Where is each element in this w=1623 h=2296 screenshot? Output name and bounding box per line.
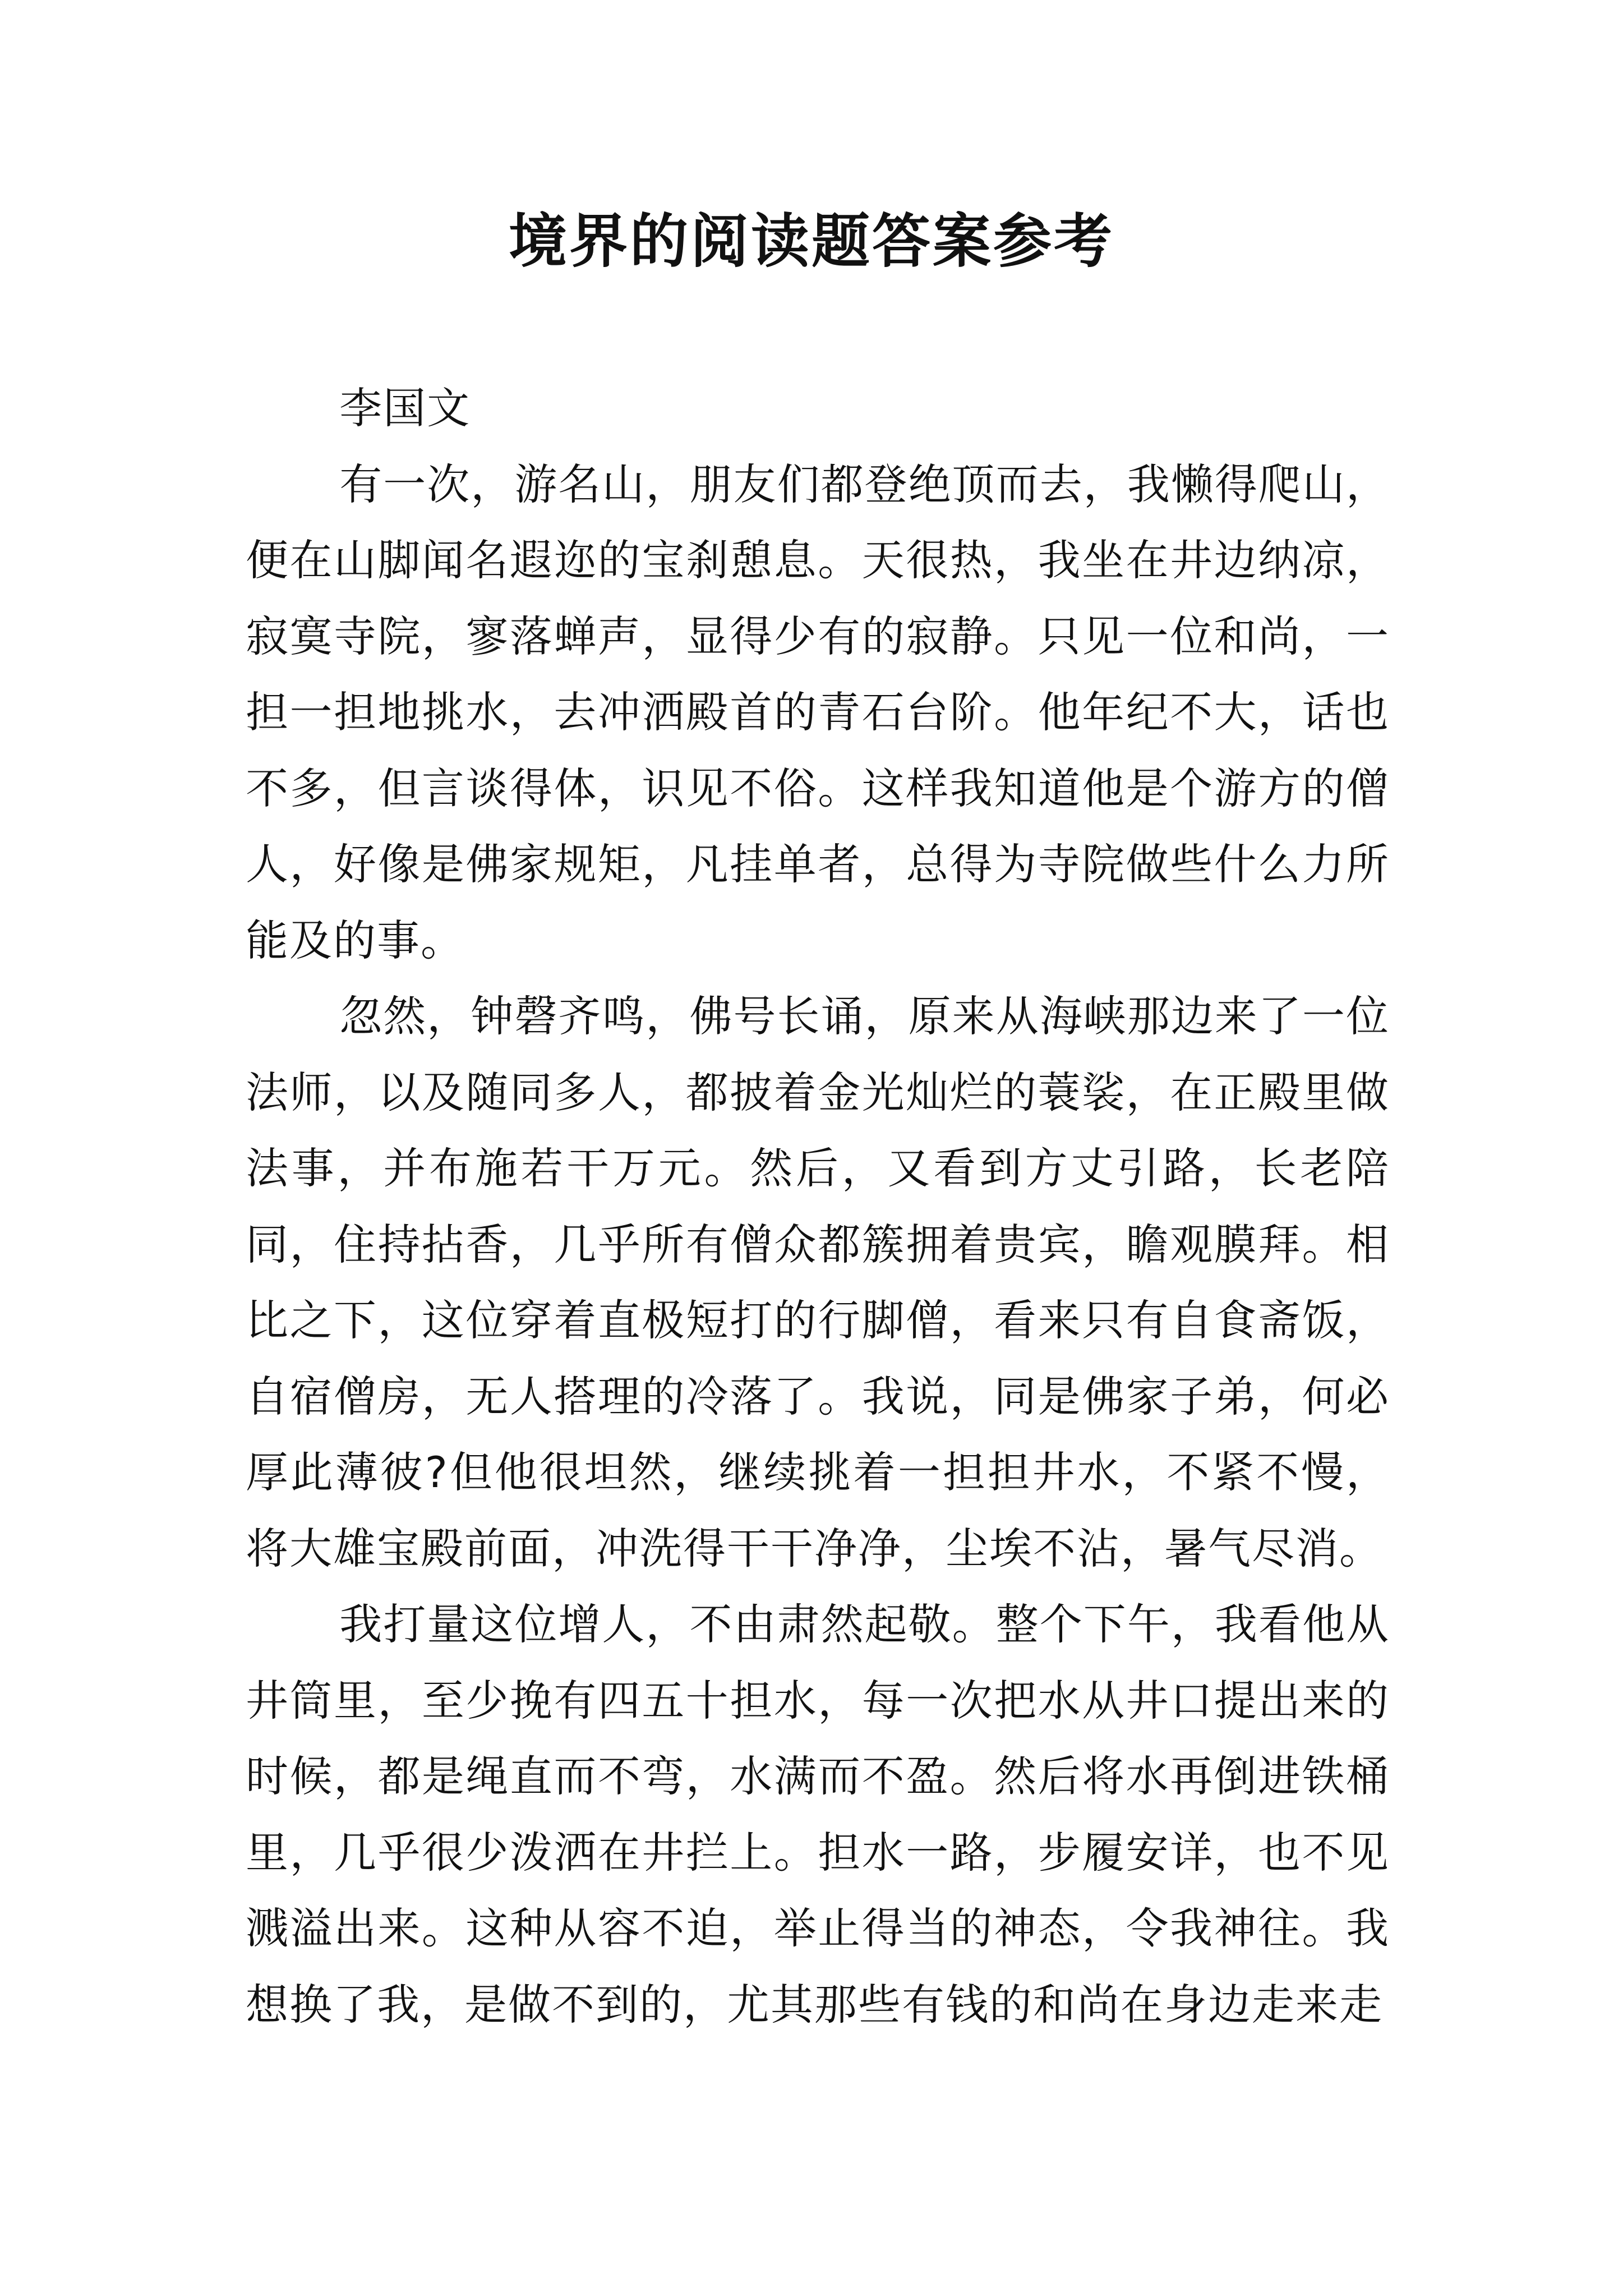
paragraph: 有一次，游名山，朋友们都登绝顶而去，我懒得爬山，便在山脚闻名遐迩的宝刹憩息。天很热，我坐在井边纳凉，寂寞寺院，寥落蝉声，显得少有的寂静。只见一位和尚，一担一担地挑水，去冲洒殿首的青石台阶。他年纪不大，话也不多，但言谈得体，识见不俗。这样我知道他是个游方的僧人，好像是佛家规矩，凡挂单者，总得为寺院做些什么力所能及的事。	[246, 459, 1390, 965]
author-line: 李国文	[339, 383, 471, 433]
article-body	[246, 370, 1390, 2042]
paragraph: 忽然，钟磬齐鸣，佛号长诵，原来从海峡那边来了一位法师，以及随同多人，都披着金光灿烂的蓑裟，在正殿里做法事，并布施若干万元。然后，又看到方丈引路，长老陪同，住持拈香，几乎所有僧众都簇拥着贵宾，瞻观膜拜。相比之下，这位穿着直极短打的行脚僧，看来只有自食斋饭，自宿僧房，无人搭理的冷落了。我说，同是佛家子弟，何必厚此薄彼?但他很坦然，继续挑着一担担井水，不紧不慢，将大雄宝殿前面，冲洗得干干净净，尘埃不沾，暑气尽消。	[246, 991, 1390, 1573]
paragraph: 我打量这位增人，不由肃然起敬。整个下午，我看他从井筒里，至少挽有四五十担水，每一次把水从井口提出来的时候，都是绳直而不弯，水满而不盈。然后将水再倒进铁桶里，几乎很少泼洒在井拦上。担水一路，步履安详，也不见溅溢出来。这种从容不迫，举止得当的神态，令我神往。我想换了我，是做不到的，尤其那些有钱的和尚在身边走来走	[246, 1599, 1390, 2030]
page-title: 境界的阅读题答案参考	[508, 206, 1114, 275]
